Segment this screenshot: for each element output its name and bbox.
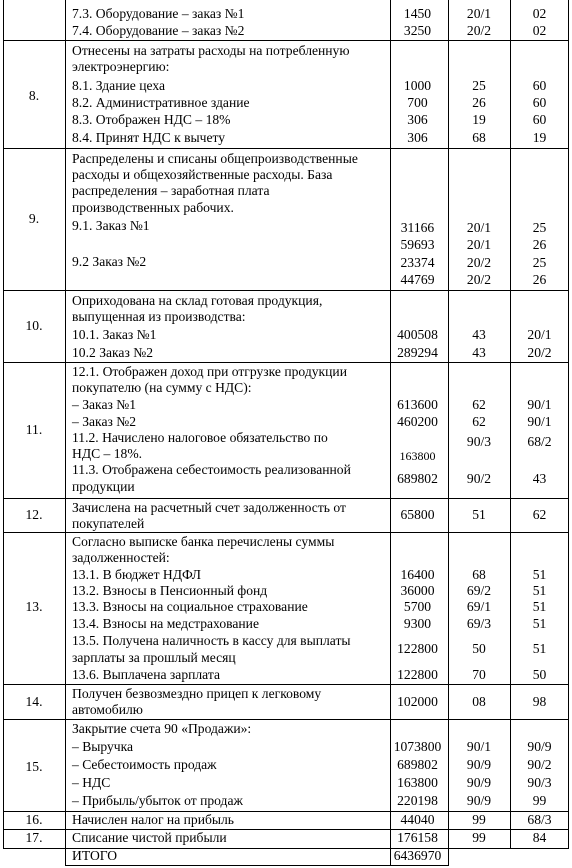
entry-credit: 60: [532, 78, 547, 93]
entry-credit: 62: [532, 507, 547, 522]
entry-credit: 02: [532, 23, 547, 38]
entry-debit: 26: [472, 95, 486, 110]
row-divider: [3, 532, 569, 533]
entry-amount: 1073800: [393, 739, 442, 754]
col-divider: [65, 0, 66, 866]
entry-text: 9.1. Заказ №1: [72, 218, 150, 233]
entry-debit: 19: [472, 112, 486, 127]
entry-amount: 5700: [403, 599, 432, 614]
entry-text: – Выручка: [72, 739, 134, 754]
entry-heading: Получен безвозмездно прицеп к легковому: [72, 686, 322, 701]
entry-debit: 20/1: [466, 6, 492, 21]
entry-text: НДС – 18%.: [72, 446, 143, 461]
entry-credit: 51: [532, 641, 547, 656]
entry-credit: 26: [532, 237, 547, 252]
entry-credit: 68/3: [527, 812, 552, 827]
entry-text: – Заказ №1: [72, 397, 137, 412]
entry-text: 13.1. В бюджет НДФЛ: [72, 567, 201, 582]
entry-amount: 400508: [397, 327, 438, 342]
row-number: 12.: [25, 507, 43, 522]
row-divider: [3, 290, 569, 291]
entry-amount: 102000: [397, 694, 438, 709]
entry-text: 8.4. Принят НДС к вычету: [72, 130, 226, 145]
entry-heading: электроэнергию:: [72, 59, 170, 74]
entry-amount: 306: [407, 130, 428, 145]
entry-credit: 19: [532, 130, 547, 145]
entry-debit: 25: [472, 78, 486, 93]
entry-debit: 90/2: [466, 471, 492, 486]
entry-heading: производственных рабочих.: [72, 200, 234, 215]
row-divider: [65, 865, 449, 866]
entry-debit: 68: [472, 567, 486, 582]
entry-amount: 44040: [400, 812, 435, 827]
entry-text: 13.6. Выплачена зарплата: [72, 667, 220, 682]
entry-heading: распределения – заработная плата: [72, 183, 270, 198]
entry-amount: 220198: [397, 793, 438, 808]
entry-debit: 20/1: [466, 237, 492, 252]
row-divider: [3, 684, 569, 685]
entry-amount: 122800: [397, 667, 438, 682]
entry-credit: 25: [532, 255, 547, 270]
entry-amount: 31166: [400, 220, 435, 235]
entry-debit: 90/9: [466, 793, 492, 808]
row-number: 13.: [25, 599, 43, 614]
entry-credit: 20/1: [527, 327, 552, 342]
entry-heading: Зачислена на расчетный счет задолженность от: [72, 500, 346, 515]
entry-credit: 90/9: [527, 739, 552, 754]
row-number: 15.: [25, 759, 43, 774]
entry-amount: 689802: [397, 757, 438, 772]
row-number: 16.: [25, 812, 43, 827]
entry-credit: 90/2: [527, 757, 552, 772]
row-number: 17.: [25, 830, 43, 845]
entry-amount: 16400: [400, 567, 435, 582]
entry-debit: 90/3: [466, 434, 492, 449]
entry-text: 8.3. Отображен НДС – 18%: [72, 112, 231, 127]
entry-credit: 60: [532, 112, 547, 127]
entry-amount: 23374: [400, 255, 435, 270]
entry-text: – Себестоимость продаж: [72, 757, 217, 772]
entry-credit: 51: [532, 599, 547, 614]
entry-amount: 163800: [397, 775, 438, 790]
entry-heading: автомобилю: [72, 702, 143, 717]
entry-credit: 51: [532, 583, 547, 598]
entry-amount: 289294: [397, 345, 438, 360]
entry-debit: 20/2: [466, 272, 492, 287]
entry-credit: 99: [532, 793, 547, 808]
entry-debit: 20/2: [466, 255, 492, 270]
entry-text: 7.3. Оборудование – заказ №1: [72, 6, 245, 21]
entry-debit: 90/9: [466, 775, 492, 790]
entry-amount: 122800: [397, 641, 438, 656]
row-divider: [3, 362, 569, 363]
entry-amount: 613600: [397, 397, 438, 412]
entry-credit: 51: [532, 616, 547, 631]
entry-text: зарплаты за прошлый месяц: [72, 650, 236, 665]
entry-text: – Заказ №2: [72, 414, 137, 429]
entry-amount: 163800: [399, 449, 436, 463]
entry-debit: 90/1: [466, 739, 492, 754]
entry-credit: 60: [532, 95, 547, 110]
entry-credit: 51: [532, 567, 547, 582]
entry-debit: 69/3: [466, 616, 492, 631]
entry-amount: 9300: [403, 616, 432, 631]
entry-text: 13.4. Взносы на медстрахование: [72, 616, 259, 631]
entry-amount: 689802: [397, 471, 438, 486]
row-divider: [3, 498, 569, 499]
entry-debit: 08: [472, 694, 486, 709]
entry-debit: 90/9: [466, 757, 492, 772]
entry-credit: 68/2: [527, 434, 552, 449]
entry-amount: 700: [407, 95, 428, 110]
entry-debit: 20/1: [466, 220, 492, 235]
entry-amount: 306: [407, 112, 428, 127]
entry-heading: выпущенная из производства:: [72, 309, 246, 324]
entry-text: 13.3. Взносы на социальное страхование: [72, 599, 308, 614]
entry-debit: 69/2: [466, 583, 492, 598]
entry-amount: 1450: [403, 6, 432, 21]
row-divider: [3, 719, 569, 720]
entry-amount: 65800: [400, 507, 435, 522]
entry-heading: задолженностей:: [72, 550, 170, 565]
entry-amount: 59693: [400, 237, 435, 252]
entry-heading: Распределены и списаны общепроизводственные: [72, 151, 358, 166]
entry-heading: покупателю (на сумму с НДС):: [72, 380, 252, 395]
entry-credit: 50: [532, 667, 547, 682]
entry-text: 10.2 Заказ №2: [72, 345, 153, 360]
total-amount: 6436970: [393, 848, 442, 863]
row-number: 8.: [28, 88, 40, 103]
entry-debit: 69/1: [466, 599, 492, 614]
row-divider: [3, 148, 569, 149]
entry-credit: 90/3: [527, 775, 552, 790]
entry-debit: 51: [472, 507, 486, 522]
entry-text: 7.4. Оборудование – заказ №2: [72, 23, 245, 38]
entry-text: Списание чистой прибыли: [72, 830, 227, 845]
entry-text: – НДС: [72, 775, 111, 790]
total-label: ИТОГО: [72, 848, 118, 863]
entry-debit: 62: [472, 414, 486, 429]
row-number: 9.: [28, 211, 40, 226]
entry-heading: Согласно выписке банка перечислены суммы: [72, 534, 335, 549]
entry-text: 8.1. Здание цеха: [72, 78, 165, 93]
entry-text: 8.2. Административное здание: [72, 95, 250, 110]
entry-debit: 70: [472, 667, 486, 682]
entry-credit: 26: [532, 272, 547, 287]
entry-debit: 68: [472, 130, 486, 145]
entry-text: 13.5. Получена наличность в кассу для выплаты: [72, 633, 351, 648]
entry-amount: 36000: [400, 583, 435, 598]
entry-credit: 90/1: [527, 397, 552, 412]
entry-heading: покупателей: [72, 516, 145, 531]
row-number: 11.: [25, 422, 43, 437]
entry-amount: 3250: [403, 23, 432, 38]
entry-debit: 20/2: [466, 23, 492, 38]
entry-text: Начислен налог на прибыль: [72, 812, 235, 827]
entry-amount: 44769: [400, 272, 435, 287]
entry-heading: 12.1. Отображен доход при отгрузке продукции: [72, 364, 347, 379]
entry-debit: 50: [472, 641, 486, 656]
entry-debit: 43: [472, 327, 486, 342]
entry-credit: 20/2: [527, 345, 552, 360]
entry-credit: 02: [532, 6, 547, 21]
entry-amount: 1000: [403, 78, 432, 93]
entry-heading: расходы и общехозяйственные расходы. База: [72, 167, 333, 182]
entry-heading: Отнесены на затраты расходы на потребленную: [72, 43, 350, 58]
entry-credit: 84: [532, 830, 547, 845]
entry-credit: 90/1: [527, 414, 552, 429]
entry-amount: 460200: [397, 414, 438, 429]
entry-debit: 99: [472, 812, 486, 827]
row-number: 14.: [25, 694, 43, 709]
entry-credit: 98: [532, 694, 547, 709]
entry-text: 10.1. Заказ №1: [72, 327, 157, 342]
entry-text: продукции: [72, 479, 135, 494]
entry-heading: Оприходована на склад готовая продукция,: [72, 293, 323, 308]
entry-text: 11.3. Отображена себестоимость реализованной: [72, 462, 351, 477]
entry-amount: 176158: [397, 830, 438, 845]
entry-credit: 43: [532, 471, 547, 486]
ledger-table: [3, 0, 569, 866]
entry-credit: 25: [532, 220, 547, 235]
entry-text: 11.2. Начислено налоговое обязательство по: [72, 430, 328, 445]
entry-heading: Закрытие счета 90 «Продажи»:: [72, 721, 252, 736]
entry-text: 9.2 Заказ №2: [72, 254, 147, 269]
entry-debit: 62: [472, 397, 486, 412]
entry-debit: 43: [472, 345, 486, 360]
row-number: 10.: [25, 318, 43, 333]
entry-text: – Прибыль/убыток от продаж: [72, 793, 243, 808]
entry-text: 13.2. Взносы в Пенсионный фонд: [72, 583, 268, 598]
entry-debit: 99: [472, 830, 486, 845]
row-divider: [3, 40, 569, 41]
